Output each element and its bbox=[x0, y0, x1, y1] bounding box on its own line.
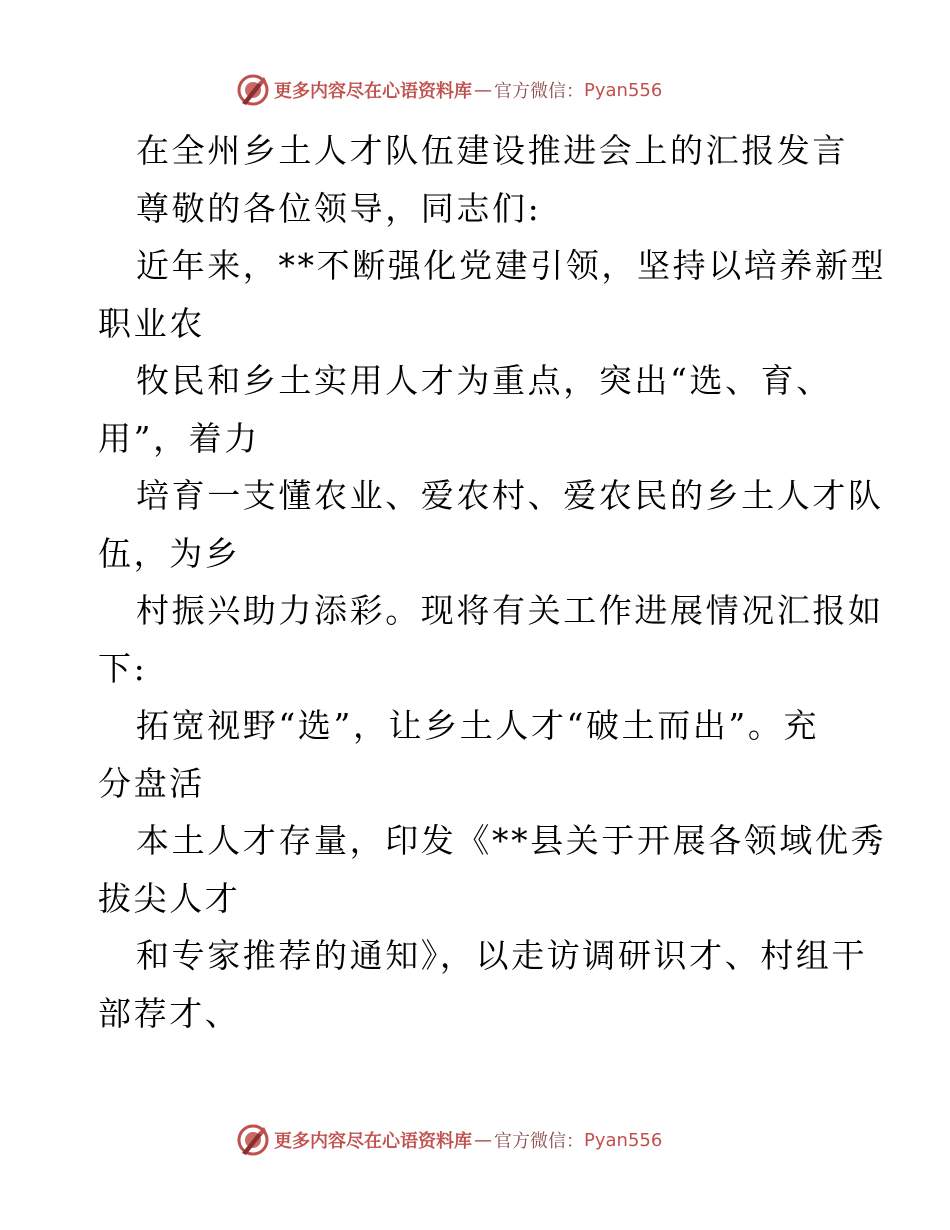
document-body bbox=[98, 122, 887, 1042]
body-line: 伍，为乡 bbox=[98, 533, 241, 573]
body-line: 牧民和乡土实用人才为重点，突出“选、育、 bbox=[136, 361, 832, 400]
footer-dash: — bbox=[474, 1129, 492, 1151]
salutation: 尊敬的各位领导，同志们: bbox=[136, 188, 542, 228]
body-line: 拓宽视野“选”，让乡土人才“破土而出”。充 bbox=[136, 706, 820, 745]
footer-banner bbox=[236, 1122, 662, 1158]
header-wechat-label: 官方微信： bbox=[494, 81, 584, 102]
document-title: 在全州乡土人才队伍建设推进会上的汇报发言 bbox=[136, 131, 848, 170]
body-line: 本土人才存量，印发《**县关于开展各领域优秀 bbox=[136, 821, 887, 860]
body-line: 和专家推荐的通知》，以走访调研识才、村组干 bbox=[136, 936, 868, 975]
footer-wechat-id: Pyan556 bbox=[584, 1129, 663, 1151]
pen-logo-icon bbox=[236, 1123, 270, 1157]
header-brand-text: 更多内容尽在心语资料库 bbox=[274, 81, 472, 102]
footer-wechat-label: 官方微信： bbox=[494, 1131, 584, 1152]
body-line: 部荐才、 bbox=[98, 993, 241, 1033]
header-banner bbox=[236, 72, 662, 108]
body-line: 下: bbox=[98, 648, 148, 688]
body-line: 职业农 bbox=[98, 303, 205, 343]
header-wechat-id: Pyan556 bbox=[584, 79, 663, 101]
body-line: 村振兴助力添彩。现将有关工作进展情况汇报如 bbox=[136, 591, 884, 630]
body-line: 分盘活 bbox=[98, 763, 205, 803]
body-line: 用”，着力 bbox=[98, 418, 260, 458]
body-line: 近年来，**不断强化党建引领，坚持以培养新型 bbox=[136, 246, 887, 285]
header-dash: — bbox=[474, 79, 492, 101]
footer-brand-text: 更多内容尽在心语资料库 bbox=[274, 1131, 472, 1152]
body-line: 培育一支懂农业、爱农村、爱农民的乡土人才队 bbox=[136, 476, 884, 515]
body-line: 拔尖人才 bbox=[98, 878, 241, 918]
pen-logo-icon bbox=[236, 73, 270, 107]
